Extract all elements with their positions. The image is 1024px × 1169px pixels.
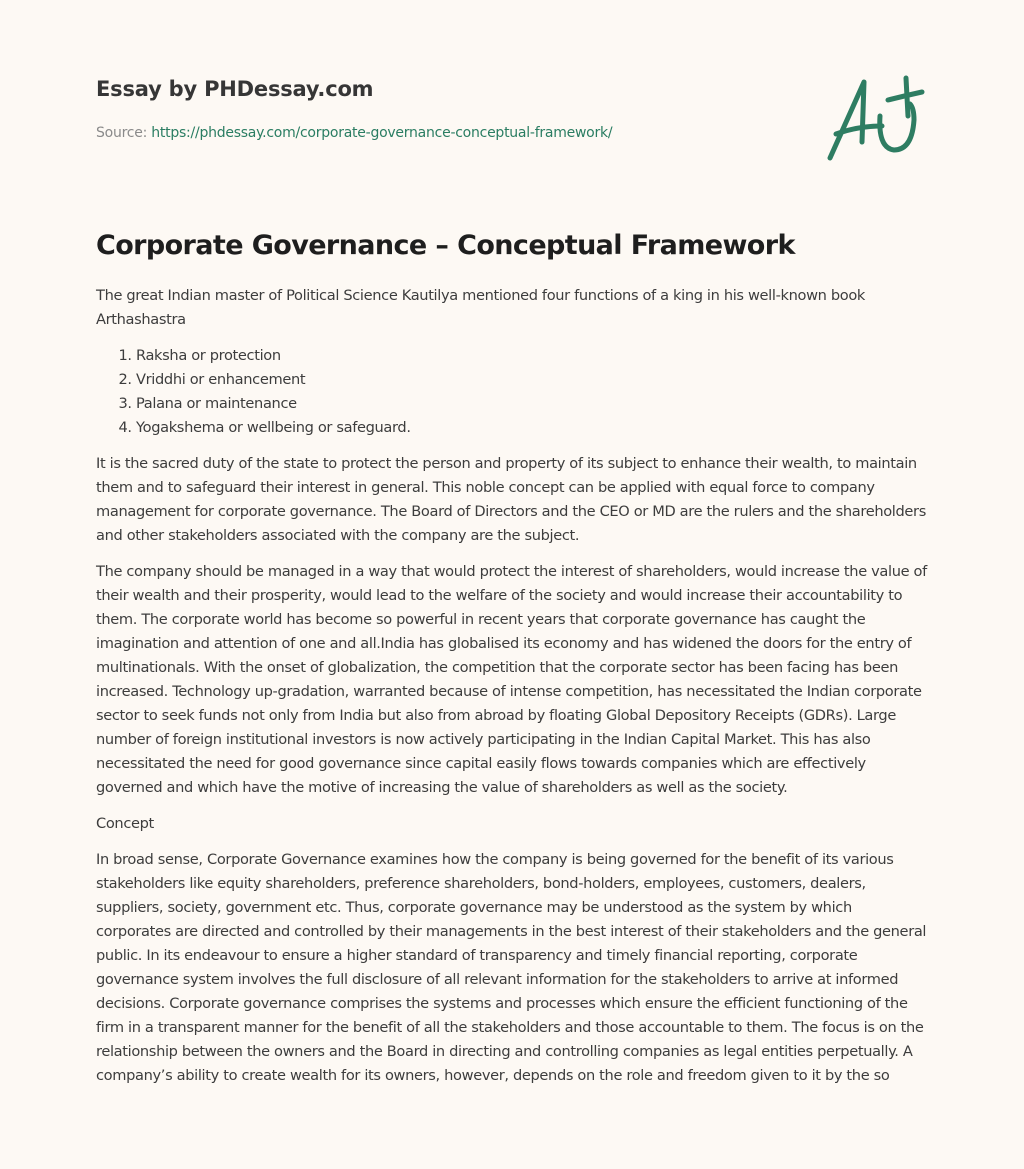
essay-header	[96, 74, 796, 143]
essay-content	[96, 226, 928, 1100]
a-plus-grade-icon	[822, 68, 928, 164]
intro-paragraph: The great Indian master of Political Science Kautilya mentioned four functions of a king in his well-known book Arthashastra	[96, 287, 866, 328]
body-paragraph: The company should be managed in a way that would protect the interest of shareholders, would increase the value of their wealth and their prosperity, would lead to the welfare of the society and would increase their accountability to them. The corporate world has become so powerful in recent years that corporate governance has caught the imagination and attention of one and all.India has globalised its economy and has widened the doors for the entry of multinationals. With the onset of globalization, the competition that the corporate sector has been facing has been increased. Technology up-gradation, warranted because of intense competition, has necessitated the Indian corporate sector to seek funds not only from India but also from abroad by floating Global Depository Receipts (GDRs). Large number of foreign institutional investors is now actively participating in the Indian Capital Market. This has also necessitated the need for good governance since capital easily flows towards companies which are effectively governed and which have the motive of increasing the value of shareholders as well as the society.	[96, 563, 927, 796]
king-functions-list	[96, 344, 928, 440]
document-title: Corporate Governance – Conceptual Framework	[96, 230, 795, 261]
list-item: 3. Palana or maintenance	[136, 392, 928, 416]
list-item: 2. Vriddhi or enhancement	[136, 368, 928, 392]
body-paragraph: It is the sacred duty of the state to protect the person and property of its subject to enhance their wealth, to maintain them and to safeguard their interest in general. This noble concept can be applied with equal force to company management for corporate governance. The Board of Directors and the CEO or MD are the rulers and the shareholders and other stakeholders associated with the company are the subject.	[96, 455, 926, 544]
source-line	[96, 123, 796, 143]
section-heading-concept: Concept	[96, 815, 154, 832]
list-item: 1. Raksha or protection	[136, 344, 928, 368]
site-title: Essay by PHDessay.com	[96, 77, 374, 101]
source-link[interactable]: https://phdessay.com/corporate-governance-conceptual-framework/	[151, 125, 613, 141]
concept-paragraph: In broad sense, Corporate Governance examines how the company is being governed for the benefit of its various stakeholders like equity shareholders, preference shareholders, bond-holders, employees, customers, dealers, suppliers, society, government etc. Thus, corporate governance may be understood as the system by which corporates are directed and controlled by their managements in the best interest of their stakeholders and the general public. In its endeavour to ensure a higher standard of transparency and timely financial reporting, corporate governance system involves the full disclosure of all relevant information for the stakeholders to arrive at informed decisions. Corporate governance comprises the systems and processes which ensure the efficient functioning of the firm in a transparent manner for the benefit of all the stakeholders and those accountable to them. The focus is on the relationship between the owners and the Board in directing and controlling companies as legal entities perpetually. A company’s ability to create wealth for its owners, however, depends on the role and freedom given to it by the so	[96, 851, 927, 1084]
list-item: 4. Yogakshema or wellbeing or safeguard.	[136, 416, 928, 440]
source-label: Source:	[96, 125, 148, 141]
